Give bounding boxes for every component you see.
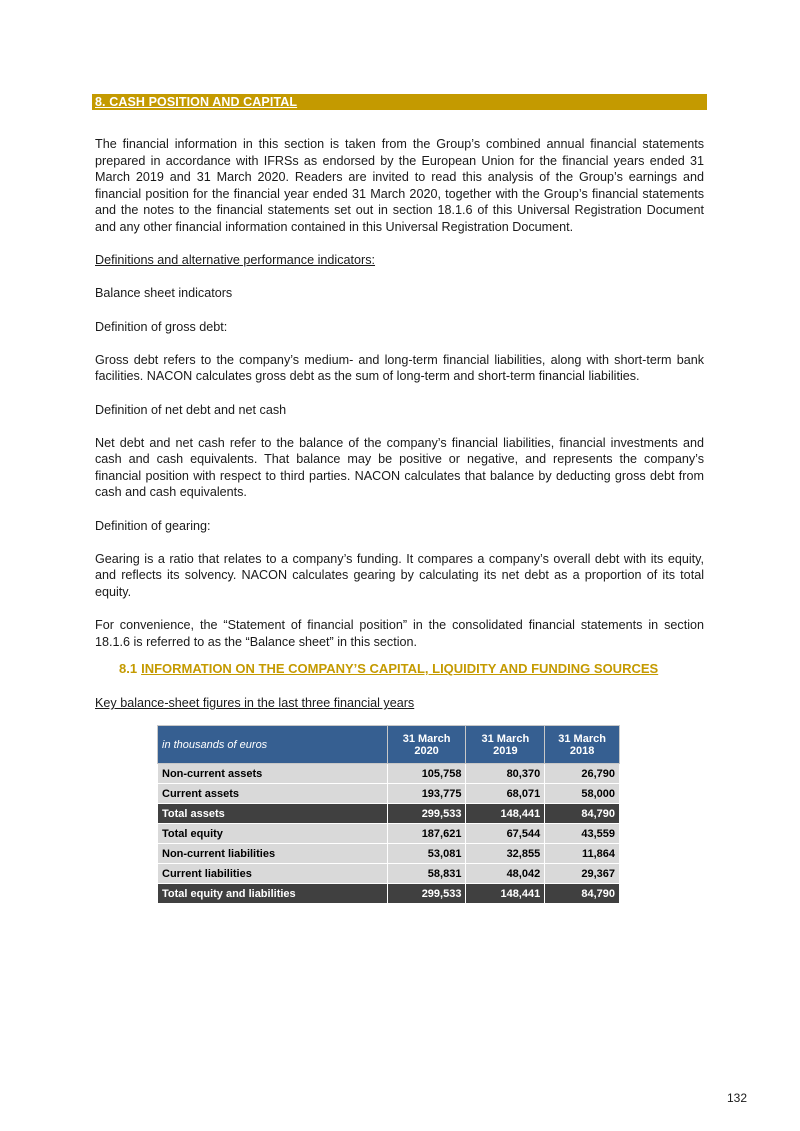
- table-row: [158, 824, 620, 844]
- row-value: 299,533: [387, 884, 466, 904]
- row-value: 29,367: [545, 864, 620, 884]
- balance-sheet-table: [157, 725, 620, 904]
- subsection-heading: [119, 661, 658, 676]
- row-label: Total equity and liabilities: [158, 884, 388, 904]
- row-value: 58,000: [545, 784, 620, 804]
- definitions-heading: Definitions and alternative performance indicators:: [95, 253, 376, 268]
- gearing-paragraph: Gearing is a ratio that relates to a company’s funding. It compares a company’s overall debt with its equity, and reflects its solvency. NACON calculates gearing by calculating its net debt as a proportion of its total equity.: [95, 551, 704, 600]
- row-value: 187,621: [387, 824, 466, 844]
- gross-debt-heading: Definition of gross debt:: [95, 319, 228, 334]
- row-value: 32,855: [466, 844, 545, 864]
- row-label: Non-current assets: [158, 764, 388, 784]
- row-value: 26,790: [545, 764, 620, 784]
- row-label: Current assets: [158, 784, 388, 804]
- net-debt-heading: Definition of net debt and net cash: [95, 402, 287, 417]
- table-body: [158, 764, 620, 904]
- table-row: [158, 764, 620, 784]
- table-row: [158, 884, 620, 904]
- subsection-title: INFORMATION ON THE COMPANY’S CAPITAL, LIQUIDITY AND FUNDING SOURCES: [141, 661, 659, 676]
- row-value: 193,775: [387, 784, 466, 804]
- gross-debt-paragraph: Gross debt refers to the company’s medium- and long-term financial liabilities, along with short-term bank facilities. NACON calculates gross debt as the sum of long-term and short-term financial liabilities.: [95, 352, 704, 384]
- table-row: [158, 864, 620, 884]
- table-header-row: [158, 726, 620, 764]
- row-value: 148,441: [466, 804, 545, 824]
- row-value: 43,559: [545, 824, 620, 844]
- row-value: 148,441: [466, 884, 545, 904]
- row-label: Total assets: [158, 804, 388, 824]
- row-label: Current liabilities: [158, 864, 388, 884]
- balance-sheet-indicators-label: Balance sheet indicators: [95, 286, 233, 301]
- table-caption: Key balance-sheet figures in the last three financial years: [95, 696, 415, 710]
- table-row: [158, 784, 620, 804]
- row-value: 53,081: [387, 844, 466, 864]
- net-debt-paragraph: Net debt and net cash refer to the balance of the company’s financial liabilities, financial investments and cash and cash equivalents. That balance may be positive or negative, and represents the company’s financial position with respect to third parties. NACON calculates that balance by deducting gross debt from cash and cash equivalents.: [95, 435, 704, 500]
- subsection-number: 8.1: [119, 661, 138, 676]
- row-value: 84,790: [545, 884, 620, 904]
- page-number: 132: [727, 1091, 748, 1105]
- gearing-heading: Definition of gearing:: [95, 518, 211, 533]
- intro-paragraph: The financial information in this section is taken from the Group’s combined annual financial statements prepared in accordance with IFRSs as endorsed by the European Union for the financial years ended 31 March 2019 and 31 March 2020. Readers are invited to read this analysis of the Group’s earnings and financial position for the financial year ended 31 March 2020, together with the Group’s financial statements and the notes to the financial statements set out in section 18.1.6 of this Universal Registration Document and any other financial information contained in this Universal Registration Document.: [95, 137, 704, 234]
- row-value: 48,042: [466, 864, 545, 884]
- row-value: 105,758: [387, 764, 466, 784]
- row-value: 299,533: [387, 804, 466, 824]
- row-value: 58,831: [387, 864, 466, 884]
- row-label: Non-current liabilities: [158, 844, 388, 864]
- row-value: 84,790: [545, 804, 620, 824]
- section-heading: 8. CASH POSITION AND CAPITAL: [92, 94, 707, 110]
- body-text: [95, 136, 704, 667]
- header-2020: 31 March 2020: [387, 726, 466, 764]
- table-row: [158, 844, 620, 864]
- header-2019: 31 March 2019: [466, 726, 545, 764]
- row-value: 80,370: [466, 764, 545, 784]
- row-value: 11,864: [545, 844, 620, 864]
- header-2018: 31 March 2018: [545, 726, 620, 764]
- row-label: Total equity: [158, 824, 388, 844]
- convenience-paragraph: For convenience, the “Statement of financial position” in the consolidated financial statements in section 18.1.6 is referred to as the “Balance sheet” in this section.: [95, 618, 704, 649]
- row-value: 67,544: [466, 824, 545, 844]
- table-row: [158, 804, 620, 824]
- header-units: in thousands of euros: [158, 726, 388, 764]
- row-value: 68,071: [466, 784, 545, 804]
